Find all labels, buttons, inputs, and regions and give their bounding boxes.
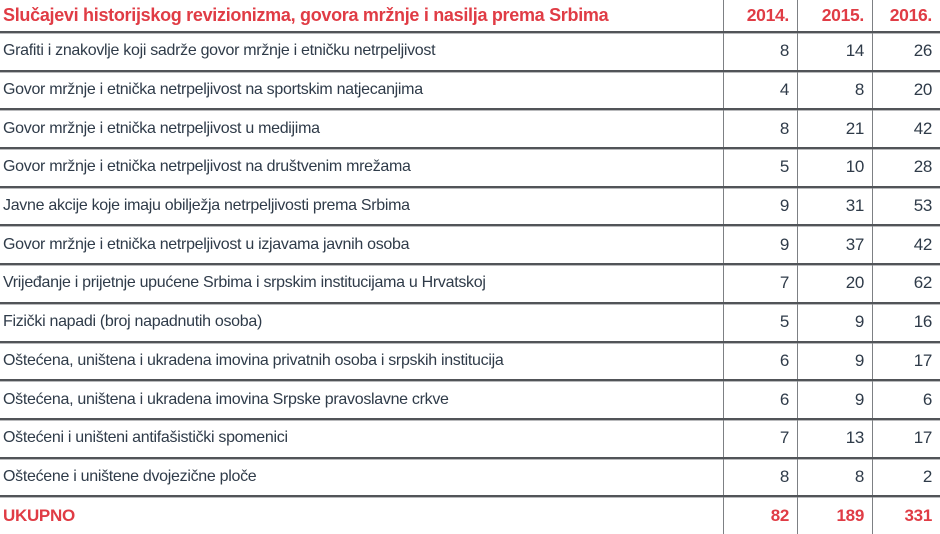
row-value-2016: 42	[872, 110, 940, 147]
row-value-2016: 20	[872, 72, 940, 109]
table-title: Slučajevi historijskog revizionizma, govora mržnje i nasilja prema Srbima	[3, 5, 609, 25]
row-value-2014: 9	[723, 226, 797, 263]
row-value-2015: 13	[797, 420, 872, 457]
row-value-2015: 14	[797, 33, 872, 70]
table-row-social-networks	[0, 147, 940, 186]
row-value-2015: 9	[797, 304, 872, 341]
table-row-private-property	[0, 341, 940, 380]
table-total-row	[0, 495, 940, 534]
row-value-2016: 17	[872, 343, 940, 380]
total-value-2014: 82	[723, 497, 797, 534]
row-value-2014: 5	[723, 304, 797, 341]
row-value-2014: 6	[723, 381, 797, 418]
row-value-2015: 31	[797, 188, 872, 225]
row-value-2014: 8	[723, 459, 797, 496]
table-row-graffiti	[0, 31, 940, 70]
row-value-2016: 53	[872, 188, 940, 225]
row-value-2016: 6	[872, 381, 940, 418]
row-value-2014: 4	[723, 72, 797, 109]
table-row-insults-threats	[0, 263, 940, 302]
row-value-2016: 28	[872, 149, 940, 186]
row-value-2016: 62	[872, 265, 940, 302]
total-value-2016: 331	[872, 497, 940, 534]
row-label: Oštećena, uništena i ukradena imovina Srpske pravoslavne crkve	[3, 390, 449, 408]
row-label: Grafiti i znakovlje koji sadrže govor mržnje i etničku netrpeljivost	[3, 42, 436, 60]
row-value-2014: 6	[723, 343, 797, 380]
row-label: Oštećeni i uništeni antifašistički spomenici	[3, 429, 288, 447]
row-value-2015: 10	[797, 149, 872, 186]
row-value-2014: 5	[723, 149, 797, 186]
table-row-antifascist-monuments	[0, 418, 940, 457]
table-row-public-actions	[0, 186, 940, 225]
row-value-2015: 37	[797, 226, 872, 263]
table-row-church-property	[0, 379, 940, 418]
table-row-sports	[0, 70, 940, 109]
table-row-public-figures	[0, 224, 940, 263]
row-value-2014: 7	[723, 265, 797, 302]
column-header-2015: 2015.	[797, 0, 872, 31]
row-value-2016: 17	[872, 420, 940, 457]
row-value-2015: 9	[797, 343, 872, 380]
row-label: Oštećene i uništene dvojezične ploče	[3, 467, 257, 485]
row-value-2014: 7	[723, 420, 797, 457]
column-header-2014: 2014.	[723, 0, 797, 31]
row-value-2015: 8	[797, 72, 872, 109]
column-header-2016: 2016.	[872, 0, 940, 31]
row-value-2016: 26	[872, 33, 940, 70]
row-value-2014: 8	[723, 33, 797, 70]
row-label: Vrijeđanje i prijetnje upućene Srbima i srpskim institucijama u Hrvatskoj	[3, 274, 486, 292]
row-value-2015: 9	[797, 381, 872, 418]
row-value-2015: 8	[797, 459, 872, 496]
table-row-bilingual-signs	[0, 457, 940, 496]
row-value-2015: 20	[797, 265, 872, 302]
row-label: Javne akcije koje imaju obilježja netrpeljivosti prema Srbima	[3, 197, 410, 215]
table-row-physical-attacks	[0, 302, 940, 341]
row-value-2014: 8	[723, 110, 797, 147]
total-label: UKUPNO	[3, 505, 75, 525]
row-label: Fizički napadi (broj napadnutih osoba)	[3, 313, 262, 331]
row-label: Govor mržnje i etnička netrpeljivost na društvenim mrežama	[3, 158, 411, 176]
table-header-row	[0, 0, 940, 31]
row-value-2014: 9	[723, 188, 797, 225]
row-label: Govor mržnje i etnička netrpeljivost u medijima	[3, 119, 320, 137]
row-value-2015: 21	[797, 110, 872, 147]
row-value-2016: 42	[872, 226, 940, 263]
row-value-2016: 16	[872, 304, 940, 341]
row-label: Govor mržnje i etnička netrpeljivost u izjavama javnih osoba	[3, 235, 410, 253]
row-value-2016: 2	[872, 459, 940, 496]
row-label: Oštećena, uništena i ukradena imovina privatnih osoba i srpskih institucija	[3, 351, 504, 369]
row-label: Govor mržnje i etnička netrpeljivost na sportskim natjecanjima	[3, 81, 423, 99]
total-value-2015: 189	[797, 497, 872, 534]
table-row-media	[0, 108, 940, 147]
